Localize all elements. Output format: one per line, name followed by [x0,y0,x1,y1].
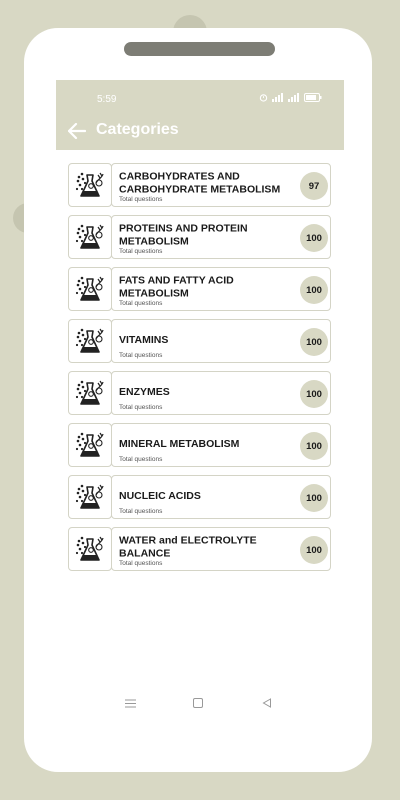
category-card[interactable] [111,215,331,259]
category-title: NUCLEIC ACIDS [119,489,201,502]
triangle-back-icon [262,698,272,708]
category-icon-box [68,527,112,571]
category-title: WATER and ELECTROLYTE BALANCE [119,534,257,559]
category-subtitle: Total questions [119,196,163,203]
category-subtitle: Total questions [119,508,163,515]
menu-button[interactable] [119,692,141,714]
category-subtitle: Total questions [119,300,163,307]
question-count-badge: 100 [300,328,328,356]
square-home-icon [193,698,203,708]
signal-icon [272,93,284,102]
question-count-badge: 100 [300,224,328,252]
category-card[interactable] [111,475,331,519]
category-icon-box [68,475,112,519]
status-icons [259,93,322,102]
back-button[interactable] [66,120,88,142]
category-row[interactable] [68,163,332,207]
flask-molecule-icon [74,429,106,461]
app-bar [56,80,344,150]
flask-molecule-icon [74,533,106,565]
category-row[interactable] [68,423,332,467]
status-time: 5:59 [97,94,117,105]
category-subtitle: Total questions [119,456,163,463]
phone-speaker [124,42,275,56]
category-subtitle: Total questions [119,560,163,567]
category-icon-box [68,371,112,415]
category-card[interactable] [111,371,331,415]
question-count-badge: 100 [300,276,328,304]
flask-molecule-icon [74,481,106,513]
category-subtitle: Total questions [119,404,163,411]
category-row[interactable] [68,527,332,571]
category-icon-box [68,163,112,207]
alarm-icon [259,93,268,102]
system-nav-bar [24,692,372,714]
menu-icon [125,699,136,708]
category-row[interactable] [68,475,332,519]
flask-molecule-icon [74,273,106,305]
flask-molecule-icon [74,221,106,253]
page-title: Categories [96,121,179,138]
category-title: MINERAL METABOLISM [119,437,240,450]
signal-icon [288,93,300,102]
battery-icon [304,93,322,102]
category-title: PROTEINS AND PROTEIN METABOLISM [119,222,248,247]
category-row[interactable] [68,371,332,415]
arrow-left-icon [68,123,86,139]
category-card[interactable] [111,319,331,363]
phone-frame [24,28,372,772]
category-row[interactable] [68,319,332,363]
question-count-badge: 97 [300,172,328,200]
flask-molecule-icon [74,377,106,409]
category-title: ENZYMES [119,385,170,398]
category-subtitle: Total questions [119,352,163,359]
question-count-badge: 100 [300,432,328,460]
category-subtitle: Total questions [119,248,163,255]
category-icon-box [68,423,112,467]
category-icon-box [68,319,112,363]
flask-molecule-icon [74,169,106,201]
category-title: VITAMINS [119,333,169,346]
category-card[interactable] [111,267,331,311]
category-card[interactable] [111,527,331,571]
system-back-button[interactable] [256,692,278,714]
category-list [68,163,332,579]
question-count-badge: 100 [300,484,328,512]
category-card[interactable] [111,423,331,467]
category-icon-box [68,267,112,311]
home-button[interactable] [187,692,209,714]
question-count-badge: 100 [300,380,328,408]
question-count-badge: 100 [300,536,328,564]
category-card[interactable] [111,163,331,207]
category-icon-box [68,215,112,259]
category-title: FATS AND FATTY ACID METABOLISM [119,274,234,299]
category-row[interactable] [68,267,332,311]
category-title: CARBOHYDRATES AND CARBOHYDRATE METABOLISM [119,170,281,195]
category-row[interactable] [68,215,332,259]
flask-molecule-icon [74,325,106,357]
